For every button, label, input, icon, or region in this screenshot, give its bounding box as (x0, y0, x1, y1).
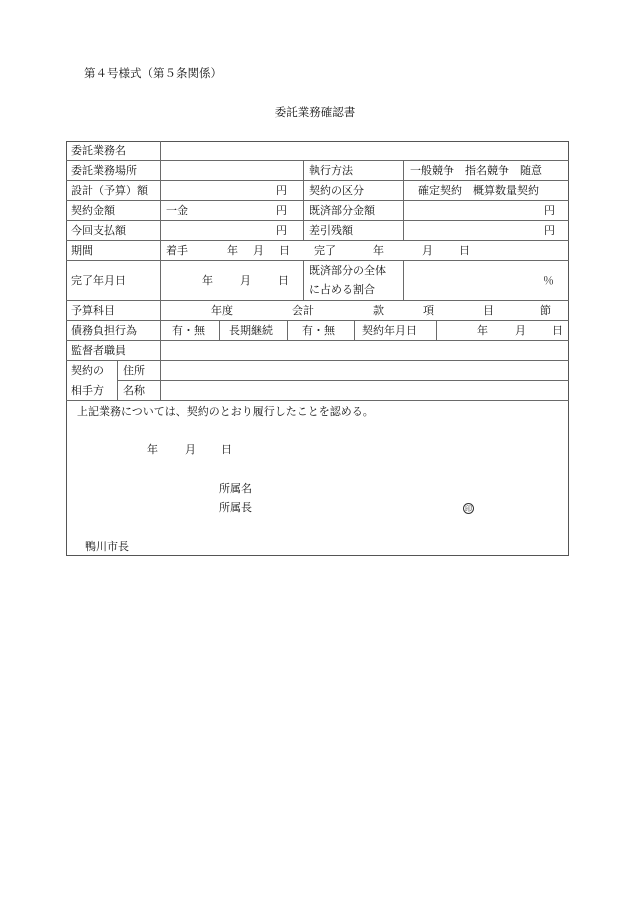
yen-unit: 円 (276, 224, 287, 237)
month-unit: 月 (515, 324, 526, 337)
contract-amount-label: 契約金額 (71, 204, 115, 217)
seal-mark-text: 印 (465, 505, 472, 513)
completion-date-label: 完了年月日 (71, 274, 126, 287)
column-divider (303, 160, 304, 240)
year-unit: 年 (202, 274, 213, 287)
column-divider (287, 320, 288, 340)
seal-mark (463, 502, 474, 514)
row-divider (66, 340, 569, 341)
date-year: 年 (147, 443, 158, 456)
row-divider (66, 200, 569, 201)
date-day: 日 (221, 443, 232, 456)
day-unit: 日 (278, 274, 289, 287)
kou-label: 項 (423, 304, 434, 317)
yen-unit: 円 (544, 204, 555, 217)
contract-type-label: 契約の区分 (309, 184, 364, 197)
certification-statement: 上記業務については、契約のとおり履行したことを認める。 (77, 405, 374, 418)
year-unit: 年 (477, 324, 488, 337)
long-term-yes-no: 有・無 (302, 324, 335, 337)
row-divider (66, 320, 569, 321)
department-label: 所属名 (219, 482, 252, 495)
mayor-label: 鴨川市長 (85, 540, 129, 553)
business-location-label: 委託業務場所 (71, 164, 137, 177)
end-label: 完了 (314, 244, 336, 257)
row-divider (66, 240, 569, 241)
budget-item-label: 予算科目 (71, 304, 115, 317)
execution-method-options: 一般競争 指名競争 随意 (410, 164, 542, 177)
partner-label: 契約の (71, 364, 104, 377)
account-label: 会計 (292, 304, 314, 317)
supervisor-label: 監督者職員 (71, 344, 126, 357)
yen-unit: 円 (544, 224, 555, 237)
row-divider (66, 360, 569, 361)
debt-obligation-label: 債務負担行為 (71, 324, 137, 337)
confirmation-form (66, 141, 569, 556)
design-amount-label: 設計（予算）額 (71, 184, 148, 197)
setsu-label: 節 (540, 304, 551, 317)
day-unit: 日 (279, 244, 290, 257)
document-title: 委託業務確認書 (274, 105, 356, 119)
moku-label: 目 (483, 304, 494, 317)
row-divider (66, 220, 569, 221)
month-unit: 月 (253, 244, 264, 257)
column-divider (160, 141, 161, 360)
debt-yes-no: 有・無 (172, 324, 205, 337)
row-divider (66, 180, 569, 181)
column-divider (117, 360, 118, 400)
ichikin-prefix: 一金 (166, 204, 188, 217)
kan-label: 款 (373, 304, 384, 317)
start-label: 着手 (166, 244, 188, 257)
balance-label: 差引残額 (309, 224, 353, 237)
completed-amount-label: 既済部分金額 (309, 204, 375, 217)
row-divider (66, 160, 569, 161)
month-unit: 月 (422, 244, 433, 257)
long-term-label: 長期継続 (229, 324, 273, 337)
column-divider (403, 160, 404, 240)
form-number: 第４号様式（第５条関係） (84, 66, 222, 80)
this-payment-label: 今回支払額 (71, 224, 126, 237)
completion-ratio-label: 既済部分の全体 (309, 264, 386, 277)
row-divider (66, 300, 569, 301)
percent-unit: ％ (543, 274, 554, 287)
column-divider (403, 260, 404, 300)
yen-unit: 円 (276, 204, 287, 217)
row-divider (66, 260, 569, 261)
month-unit: 月 (240, 274, 251, 287)
yen-unit: 円 (276, 184, 287, 197)
partner-name-label: 名称 (123, 384, 145, 397)
date-month: 月 (185, 443, 196, 456)
department-head-label: 所属長 (219, 501, 252, 514)
address-label: 住所 (123, 364, 145, 377)
contract-type-options: 確定契約 概算数量契約 (418, 184, 539, 197)
year-unit: 年 (373, 244, 384, 257)
fiscal-year-label: 年度 (211, 304, 233, 317)
day-unit: 日 (459, 244, 470, 257)
partner-label-2: 相手方 (71, 384, 104, 397)
completion-ratio-label-2: に占める割合 (309, 283, 375, 296)
column-divider (354, 320, 355, 340)
year-unit: 年 (227, 244, 238, 257)
column-divider (219, 320, 220, 340)
period-label: 期間 (71, 244, 93, 257)
column-divider (160, 360, 161, 400)
contract-date-label: 契約年月日 (362, 324, 417, 337)
row-divider (117, 380, 569, 381)
business-name-label: 委託業務名 (71, 144, 126, 157)
day-unit: 日 (552, 324, 563, 337)
column-divider (436, 320, 437, 340)
row-divider (66, 400, 569, 401)
execution-method-label: 執行方法 (309, 164, 353, 177)
column-divider (303, 260, 304, 300)
